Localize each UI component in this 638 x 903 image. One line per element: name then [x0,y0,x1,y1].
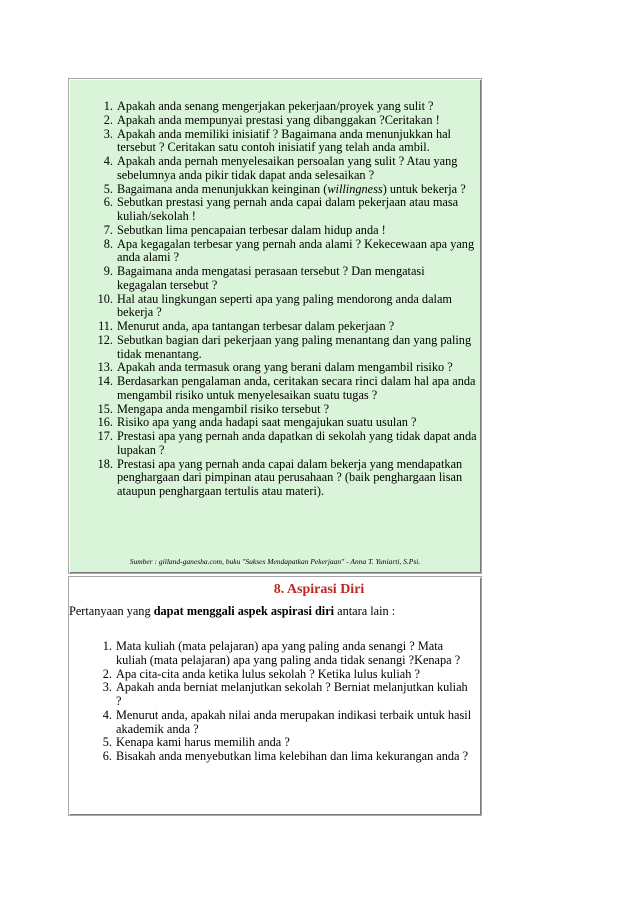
item-text: Menurut anda, apakah nilai anda merupakan indikasi terbaik untuk hasil akademik anda ? [116,707,472,736]
item-number: 5. [103,181,113,196]
list-item [69,361,481,375]
list-item [69,458,481,499]
item-text: Sebutkan prestasi yang pernah anda capai dalam pekerjaan atau masa kuliah/sekolah ! [117,195,459,223]
item-number: 4. [103,154,113,168]
item-number: 1. [103,99,113,113]
list-item [68,736,480,750]
list-item [69,334,481,362]
item-text: Mengapa anda mengambil risiko tersebut ? [117,401,330,416]
item-text: Apakah anda pernah menyelesaikan persoalan yang sulit ? Atau yang sebelumnya anda pikir tidak dapat anda selesaikan ? [117,154,458,182]
item-text: Sebutkan lima pencapaian terbesar dalam hidup anda ! [117,222,386,237]
question-list-part1 [69,100,481,499]
list-item [69,128,481,156]
item-number: 10. [97,291,113,306]
list-item [69,183,481,197]
section-intro: Pertanyaan yang dapat menggali aspek aspirasi diri antara lain : [69,604,396,618]
item-text: Prestasi apa yang pernah anda dapatkan di sekolah yang tidak dapat anda lupakan ? [117,429,477,457]
item-number: 9. [103,264,113,278]
item-text: Bagaimana anda mengatasi perasaan tersebut ? Dan mengatasi kegagalan tersebut ? [117,264,425,292]
list-item [69,403,481,417]
item-text: Apakah anda termasuk orang yang berani dalam mengambil risiko ? [117,360,453,375]
item-number: 14. [97,374,113,388]
item-number: 4. [102,707,112,722]
item-number: 6. [102,749,112,763]
list-item [68,668,480,682]
item-number: 17. [97,429,113,443]
item-number: 13. [97,360,113,375]
item-text: Kenapa kami harus memilih anda ? [116,735,290,750]
list-item [69,375,481,403]
item-number: 18. [97,456,113,471]
list-item [69,114,481,128]
list-item [68,709,480,737]
item-number: 3. [102,680,112,695]
item-number: 16. [97,415,113,430]
list-item [69,100,481,114]
item-text: Apakah anda memiliki inisiatif ? Bagaimana anda menunjukkan hal tersebut ? Ceritakan satu contoh inisiatif yang telah anda ambil. [117,126,451,155]
list-item [68,750,480,764]
item-number: 12. [97,332,113,347]
list-item [69,293,481,321]
section-title: 8. Aspirasi Diri [273,582,365,597]
item-text: Apa cita-cita anda ketika lulus sekolah ? Ketika lulus kuliah ? [116,666,420,681]
list-item [68,640,480,668]
source-citation: Sumber : gilland-ganesha.com, buku "Sukses Mendapatkan Pekerjaan" - Anna T. Yuniarti, S.Psi. [129,557,421,566]
list-item [69,238,481,266]
item-text: Sebutkan bagian dari pekerjaan yang paling menantang dan yang paling tidak menantang. [117,332,472,361]
item-number: 5. [102,735,112,750]
item-number: 2. [103,112,113,127]
item-text: Apakah anda berniat melanjutkan sekolah ? Berniat melanjutkan kuliah ? [116,680,468,708]
item-text: Apakah anda mempunyai prestasi yang dibanggakan ?Ceritakan ! [117,112,440,127]
list-item [69,430,481,458]
item-text: Berdasarkan pengalaman anda, ceritakan secara rinci dalam hal apa anda mengambil risiko untuk menyelesaikan suatu tugas ? [117,374,476,402]
item-text: Risiko apa yang anda hadapi saat mengajukan suatu usulan ? [117,415,417,430]
item-text: Bisakah anda menyebutkan lima kelebihan dan lima kekurangan anda ? [116,749,469,763]
list-item [69,416,481,430]
list-item [68,681,480,709]
item-text: Prestasi apa yang pernah anda capai dalam bekerja yang mendapatkan penghargaan dari pimpinan atau perusahaan ? (baik penghargaan lisan ataupun penghargaan tertulis atau materi). [117,456,463,498]
item-text: Hal atau lingkungan seperti apa yang paling mendorong anda dalam bekerja ? [117,291,452,320]
item-number: 3. [103,126,113,141]
item-number: 15. [97,401,113,416]
list-item [69,224,481,238]
item-text: Bagaimana anda menunjukkan keinginan ( [117,181,328,196]
item-number: 1. [102,639,112,653]
item-number: 2. [102,666,112,681]
item-text-after: ) untuk bekerja ? [382,181,466,196]
item-text: Mata kuliah (mata pelajaran) apa yang paling anda senangi ? Mata kuliah (mata pelajaran) apa yang paling anda tidak senangi ?Kenapa ? [116,639,461,667]
item-text-italic: willingness [327,181,383,196]
item-number: 7. [103,222,113,237]
item-number: 8. [103,236,113,251]
list-item [69,320,481,334]
list-item [69,155,481,183]
question-list-aspirasi [68,640,480,764]
question-panel-green [68,78,482,574]
item-text: Menurut anda, apa tantangan terbesar dalam pekerjaan ? [117,319,395,333]
item-text: Apa kegagalan terbesar yang pernah anda alami ? Kekecewaan apa yang anda alami ? [117,236,475,265]
item-number: 6. [103,195,113,210]
item-number: 11. [98,319,113,333]
item-text: Apakah anda senang mengerjakan pekerjaan/proyek yang sulit ? [117,99,434,113]
list-item [69,265,481,293]
list-item [69,196,481,224]
